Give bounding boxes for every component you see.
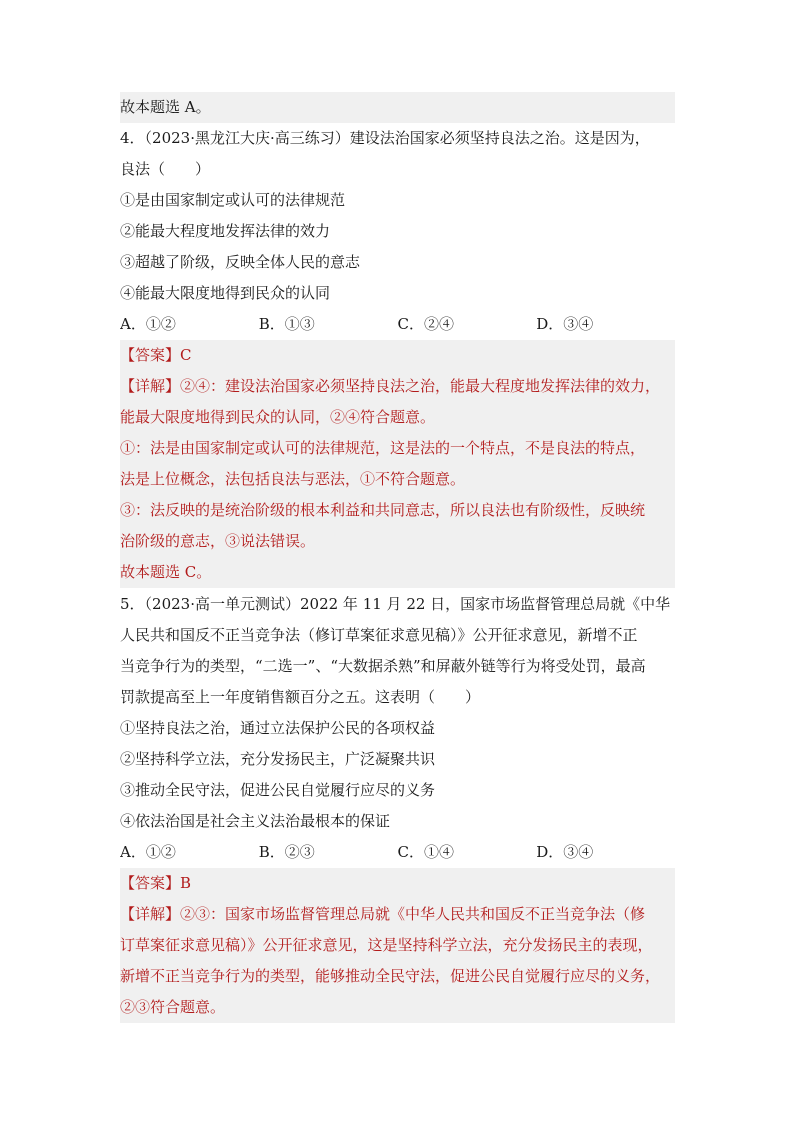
q5-stem-text-2: 人民共和国反不正当竞争法（修订草案征求意见稿）》公开征求意见，新增不正: [120, 626, 638, 644]
q5-stem-line-1: [120, 589, 675, 620]
q5-item-4-text: ④依法治国是社会主义法治最根本的保证: [120, 812, 391, 830]
q4-conclusion: [120, 557, 675, 588]
q5-answer: [120, 868, 675, 899]
q5-detail-line-1: [120, 899, 675, 930]
q4-stem-line-1: [120, 123, 675, 154]
q5-stem-text-3: 当竞争行为的类型，“二选一”、“大数据杀熟”和屏蔽外链等行为将受处罚，最高: [120, 657, 646, 675]
q5-stem-line-4: [120, 682, 675, 713]
q5-detail-line-3: [120, 961, 675, 992]
q4-detail-line-5: [120, 495, 675, 526]
q4-detail-text-6: 治阶级的意志，③说法错误。: [120, 532, 316, 550]
q5-item-4: [120, 806, 675, 837]
q5-item-2: [120, 744, 675, 775]
q5-option-b: B．②③: [258, 843, 315, 861]
q5-options: [120, 837, 675, 868]
q5-answer-tag: 【答案】: [120, 874, 181, 892]
q4-option-c: C．②④: [397, 315, 454, 333]
q4-detail-text-3: ①：法是由国家制定或认可的法律规范，这是法的一个特点，不是良法的特点，: [120, 439, 646, 457]
q4-item-1: [120, 185, 675, 216]
q5-answer-value: B: [180, 874, 192, 892]
q5-detail-text-3: 新增不正当竞争行为的类型，能够推动全民守法，促进公民自觉履行应尽的义务，: [120, 967, 661, 985]
q5-detail-text-4: ②③符合题意。: [120, 998, 226, 1016]
q4-option-b: B．①③: [258, 315, 315, 333]
q5-detail-tag: 【详解】: [120, 905, 181, 923]
q4-detail-line-1: [120, 371, 675, 402]
q4-item-4: [120, 278, 675, 309]
q4-options: [120, 309, 675, 340]
q5-stem-text-1: 5．（2023·高一单元测试）2022 年 11 月 22 日，国家市场监督管理总局就《中华: [120, 595, 671, 613]
q5-detail-line-2: [120, 930, 675, 961]
q5-detail-text-2: 订草案征求意见稿）》公开征求意见，这是坚持科学立法，充分发扬民主的表现，: [120, 936, 653, 954]
q4-detail-line-3: [120, 433, 675, 464]
q5-item-1: [120, 713, 675, 744]
q4-detail-text-4: 法是上位概念，法包括良法与恶法，①不符合题意。: [120, 470, 466, 488]
q4-detail-text-2: 能最大限度地得到民众的认同，②④符合题意。: [120, 408, 436, 426]
q4-detail-text-1: ②④：建设法治国家必须坚持良法之治，能最大程度地发挥法律的效力，: [180, 377, 661, 395]
q4-item-2-text: ②能最大程度地发挥法律的效力: [120, 222, 331, 240]
q5-item-1-text: ①坚持良法之治，通过立法保护公民的各项权益: [120, 719, 436, 737]
q4-answer-tag: 【答案】: [120, 346, 181, 364]
q3-conclusion: [120, 92, 675, 123]
q4-stem-text-1: 4．（2023·黑龙江大庆·高三练习）建设法治国家必须坚持良法之治。这是因为，: [120, 129, 650, 147]
q5-stem-line-3: [120, 651, 675, 682]
q4-conclusion-text: 故本题选 C。: [120, 563, 212, 581]
q4-answer-value: C: [180, 346, 192, 364]
q5-option-c: C．①④: [397, 843, 454, 861]
q4-option-a: A．①②: [120, 315, 176, 333]
q4-detail-tag: 【详解】: [120, 377, 181, 395]
q4-detail-line-4: [120, 464, 675, 495]
q4-detail-line-6: [120, 526, 675, 557]
q4-detail-line-2: [120, 402, 675, 433]
q5-item-2-text: ②坚持科学立法，充分发扬民主，广泛凝聚共识: [120, 750, 436, 768]
q5-item-3-text: ③推动全民守法，促进公民自觉履行应尽的义务: [120, 781, 436, 799]
q5-option-d: D．③④: [536, 843, 594, 861]
q4-item-3-text: ③超越了阶级，反映全体人民的意志: [120, 253, 361, 271]
q4-option-d: D．③④: [536, 315, 594, 333]
q4-answer: [120, 340, 675, 371]
q4-stem-line-2: [120, 154, 675, 185]
q3-conclusion-text: 故本题选 A。: [120, 98, 211, 116]
q4-stem-text-2: 良法（ ）: [120, 160, 211, 178]
q5-stem-text-4: 罚款提高至上一年度销售额百分之五。这表明（ ）: [120, 688, 481, 706]
q5-item-3: [120, 775, 675, 806]
q4-item-4-text: ④能最大限度地得到民众的认同: [120, 284, 331, 302]
q5-stem-line-2: [120, 620, 675, 651]
q4-item-2: [120, 216, 675, 247]
q5-detail-text-1: ②③：国家市场监督管理总局就《中华人民共和国反不正当竞争法（修: [180, 905, 646, 923]
q5-detail-line-4: [120, 992, 675, 1023]
q4-detail-text-5: ③：法反映的是统治阶级的根本利益和共同意志，所以良法也有阶级性，反映统: [120, 501, 646, 519]
q4-item-3: [120, 247, 675, 278]
q5-option-a: A．①②: [120, 843, 176, 861]
q4-item-1-text: ①是由国家制定或认可的法律规范: [120, 191, 346, 209]
